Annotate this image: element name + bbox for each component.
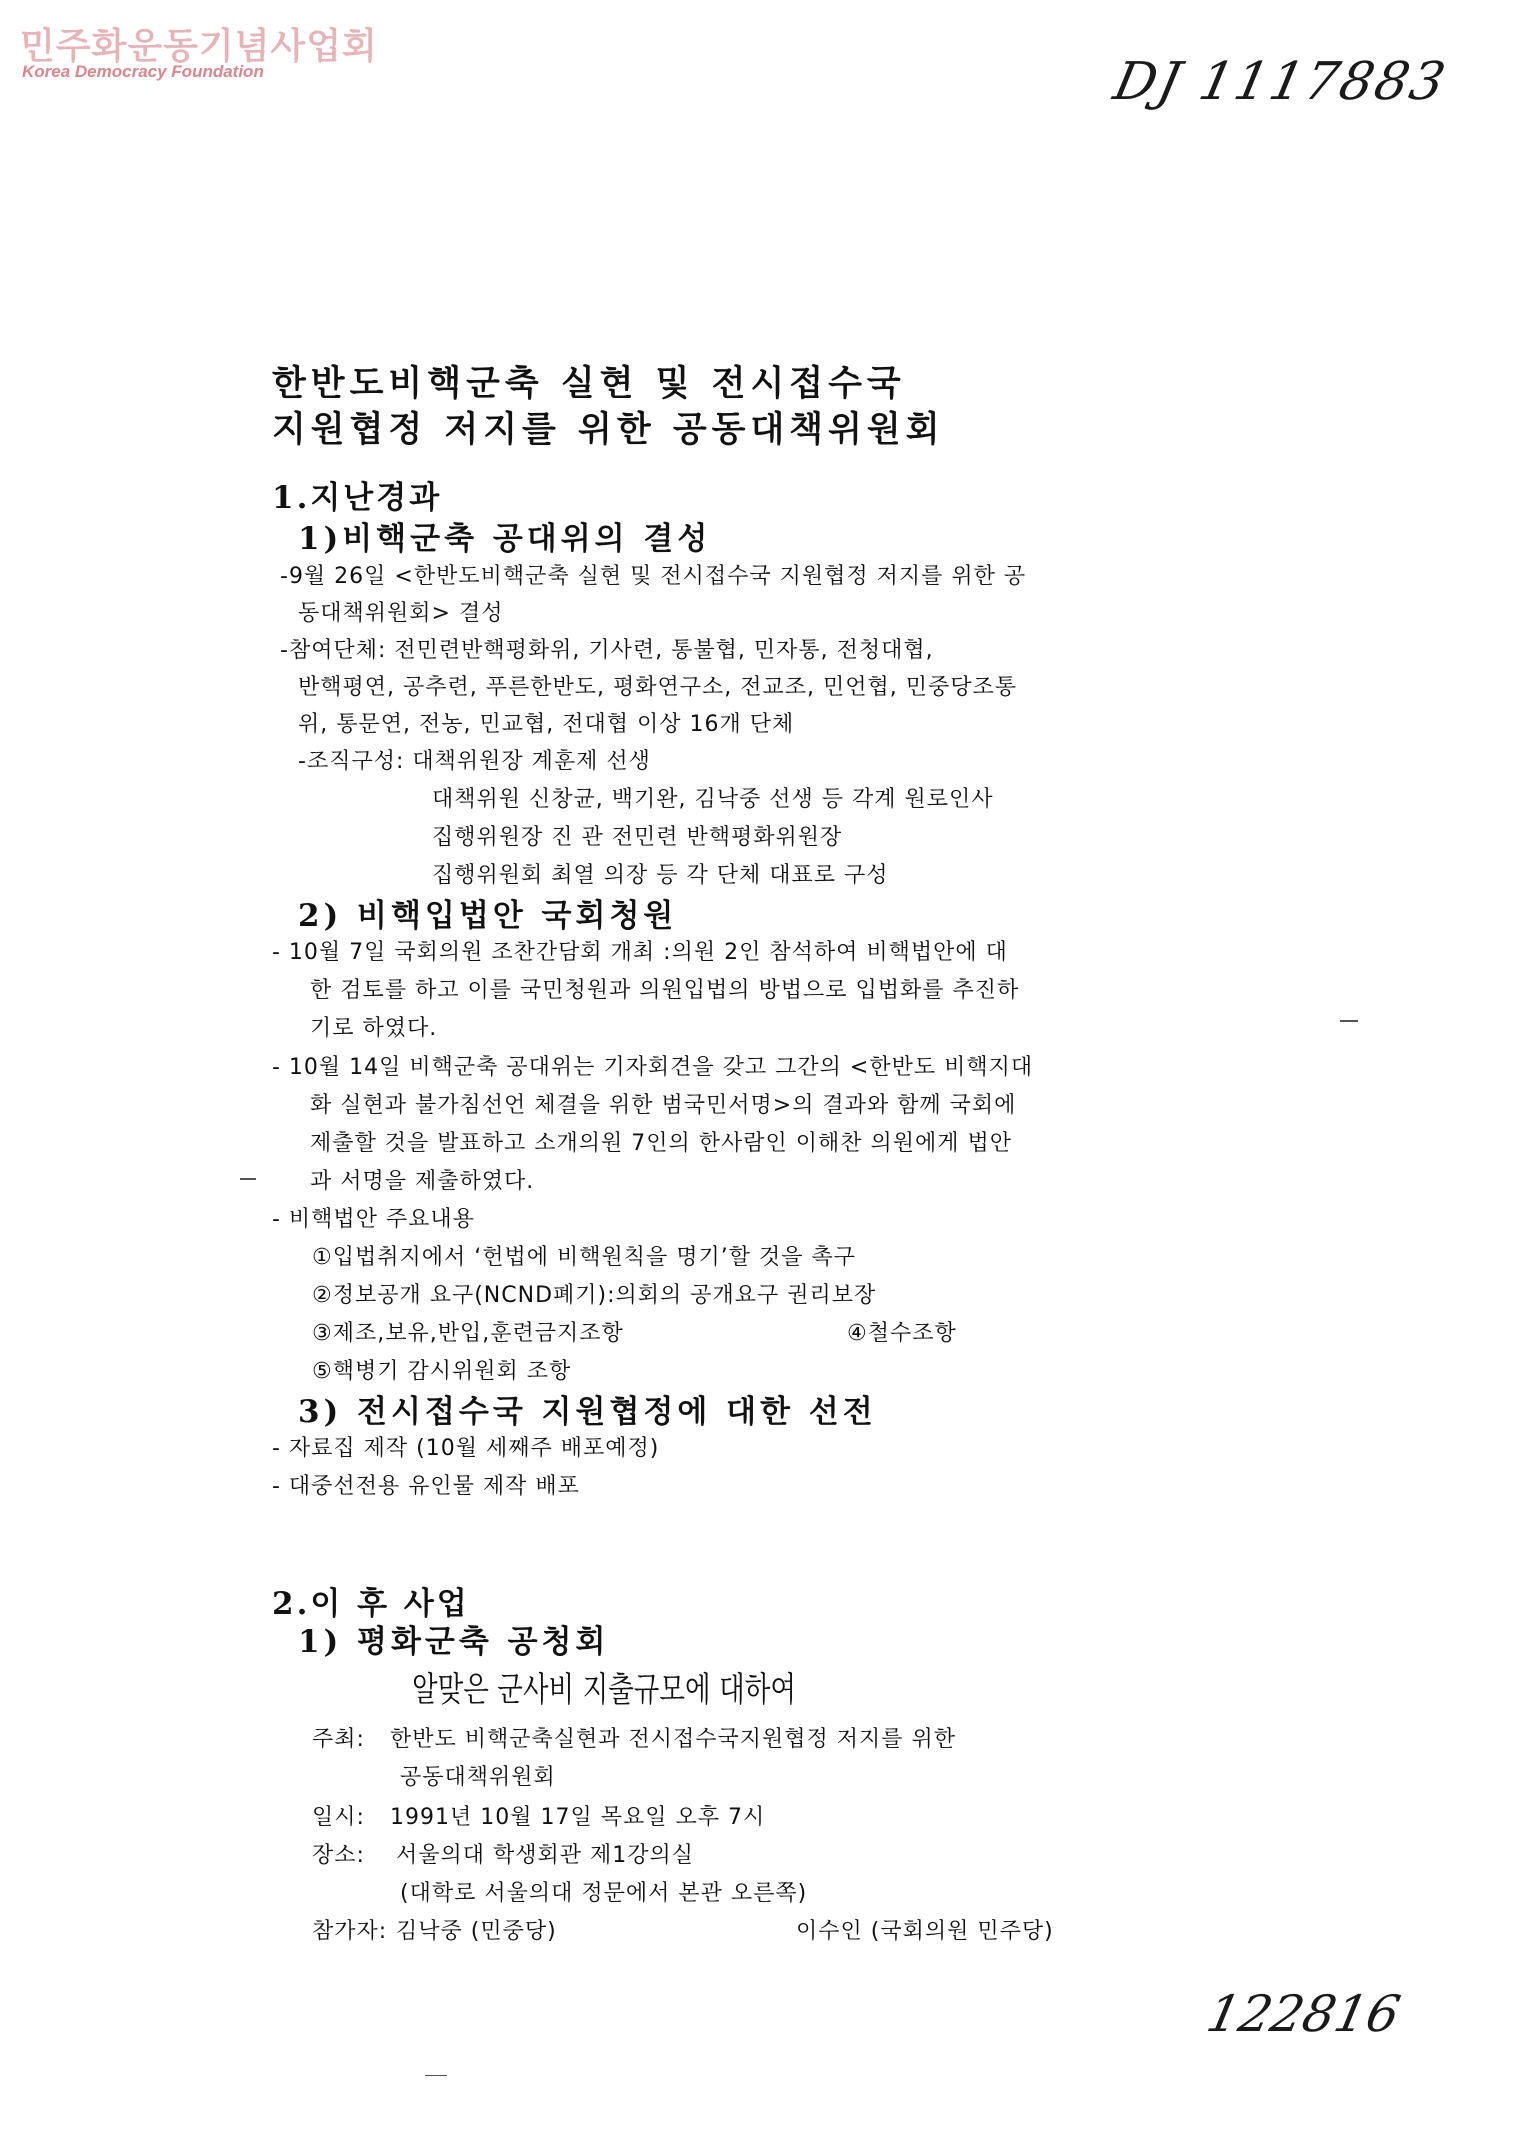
text-line: -조직구성: 대책위원장 계훈제 선생 (298, 749, 651, 774)
text-line: -참여단체: 전민련반핵평화위, 기사련, 통불협, 민자통, 전청대협, (280, 638, 934, 663)
text-line: 한 검토를 하고 이를 국민청원과 의원입법의 방법으로 입법화를 추진하 (310, 978, 1020, 1003)
bill-item-4: ④철수조항 (847, 1321, 957, 1346)
text-line: 과 서명을 제출하였다. (310, 1169, 535, 1194)
section-1-heading: 1.지난경과 (272, 480, 443, 516)
participant-1: 김낙중 (민중당) (396, 1919, 557, 1944)
text-line: 기로 하였다. (310, 1016, 438, 1041)
place-label: 장소: (312, 1843, 365, 1868)
archive-stamp-number: DJ 1117883 (1108, 52, 1453, 112)
watermark-logo-korean: 민주화운동기념사업회 (20, 26, 378, 67)
text-line: - 비핵법안 주요내용 (272, 1207, 475, 1232)
bill-item-3: ③제조,보유,반입,훈련금지조항 (312, 1321, 624, 1346)
host-value-line-2: 공동대책위원회 (400, 1765, 556, 1790)
text-line: - 10월 7일 국회의원 조찬간담회 개최 :의원 2인 참석하여 비핵법안에 대 (272, 940, 1008, 965)
section-2-1-heading: 1) 평화군축 공청회 (298, 1624, 610, 1660)
section-1-2-heading: 2) 비핵입법안 국회청원 (298, 898, 678, 934)
participant-2: 이수인 (국회의원 민주당) (796, 1919, 1054, 1944)
document-title-line-1: 한반도비핵군축 실현 및 전시접수국 (272, 363, 906, 404)
text-line: - 대중선전용 유인물 제작 배포 (272, 1474, 580, 1499)
host-value-line-1: 한반도 비핵군축실현과 전시접수국지원협정 저지를 위한 (390, 1727, 957, 1752)
text-line: 제출할 것을 발표하고 소개의원 7인의 한사람인 이해찬 의원에게 법안 (310, 1131, 1013, 1156)
place-note: (대학로 서울의대 정문에서 본관 오른쪽) (400, 1881, 808, 1906)
text-line: 화 실현과 불가침선언 체결을 위한 범국민서명>의 결과와 함께 국회에 (310, 1093, 1017, 1118)
scan-mark (425, 2075, 447, 2076)
scan-mark (1340, 1020, 1358, 1022)
text-line: 집행위원회 최열 의장 등 각 단체 대표로 구성 (432, 863, 889, 888)
bill-item-5: ⑤핵병기 감시위원회 조항 (312, 1359, 572, 1384)
text-line: 대책위원 신창균, 백기완, 김낙중 선생 등 각계 원로인사 (432, 787, 994, 812)
section-1-3-heading: 3) 전시접수국 지원협정에 대한 선전 (298, 1394, 877, 1430)
host-label: 주최: (312, 1727, 365, 1752)
text-line: 집행위원장 진 관 전민련 반핵평화위원장 (432, 825, 843, 850)
bill-item-1: ①입법취지에서 ‘헌법에 비핵원칙을 명기’할 것을 촉구 (312, 1245, 856, 1270)
document-title-line-2: 지원협정 저지를 위한 공동대책위원회 (272, 409, 945, 450)
text-line: -9월 26일 <한반도비핵군축 실현 및 전시접수국 지원협정 저지를 위한 공 (280, 564, 1027, 589)
text-line: 위, 통문연, 전농, 민교협, 전대협 이상 16개 단체 (298, 712, 795, 737)
participants-label: 참가자: (312, 1919, 388, 1944)
place-value: 서울의대 학생회관 제1강의실 (396, 1843, 695, 1868)
text-line: 동대책위원회> 결성 (298, 601, 504, 626)
text-line: 반핵평연, 공추련, 푸른한반도, 평화연구소, 전교조, 민언협, 민중당조통 (298, 675, 1017, 700)
handwritten-page-number: 122816 (1201, 1985, 1406, 2043)
section-2-heading: 2.이 후 사업 (272, 1586, 470, 1622)
watermark-logo-english: Korea Democracy Foundation (22, 62, 264, 81)
section-1-1-heading: 1)비핵군축 공대위의 결성 (298, 521, 712, 557)
text-line: - 자료집 제작 (10월 세째주 배포예정) (272, 1436, 660, 1461)
bill-item-2: ②정보공개 요구(NCND폐기):의회의 공개요구 권리보장 (312, 1283, 877, 1308)
text-line: - 10월 14일 비핵군축 공대위는 기자회견을 갖고 그간의 <한반도 비핵지대 (272, 1055, 1034, 1080)
date-value: 1991년 10월 17일 목요일 오후 7시 (390, 1805, 766, 1830)
date-label: 일시: (312, 1805, 365, 1830)
scan-mark (240, 1178, 256, 1180)
hearing-subtitle: 알맞은 군사비 지출규모에 대하여 (412, 1670, 796, 1710)
